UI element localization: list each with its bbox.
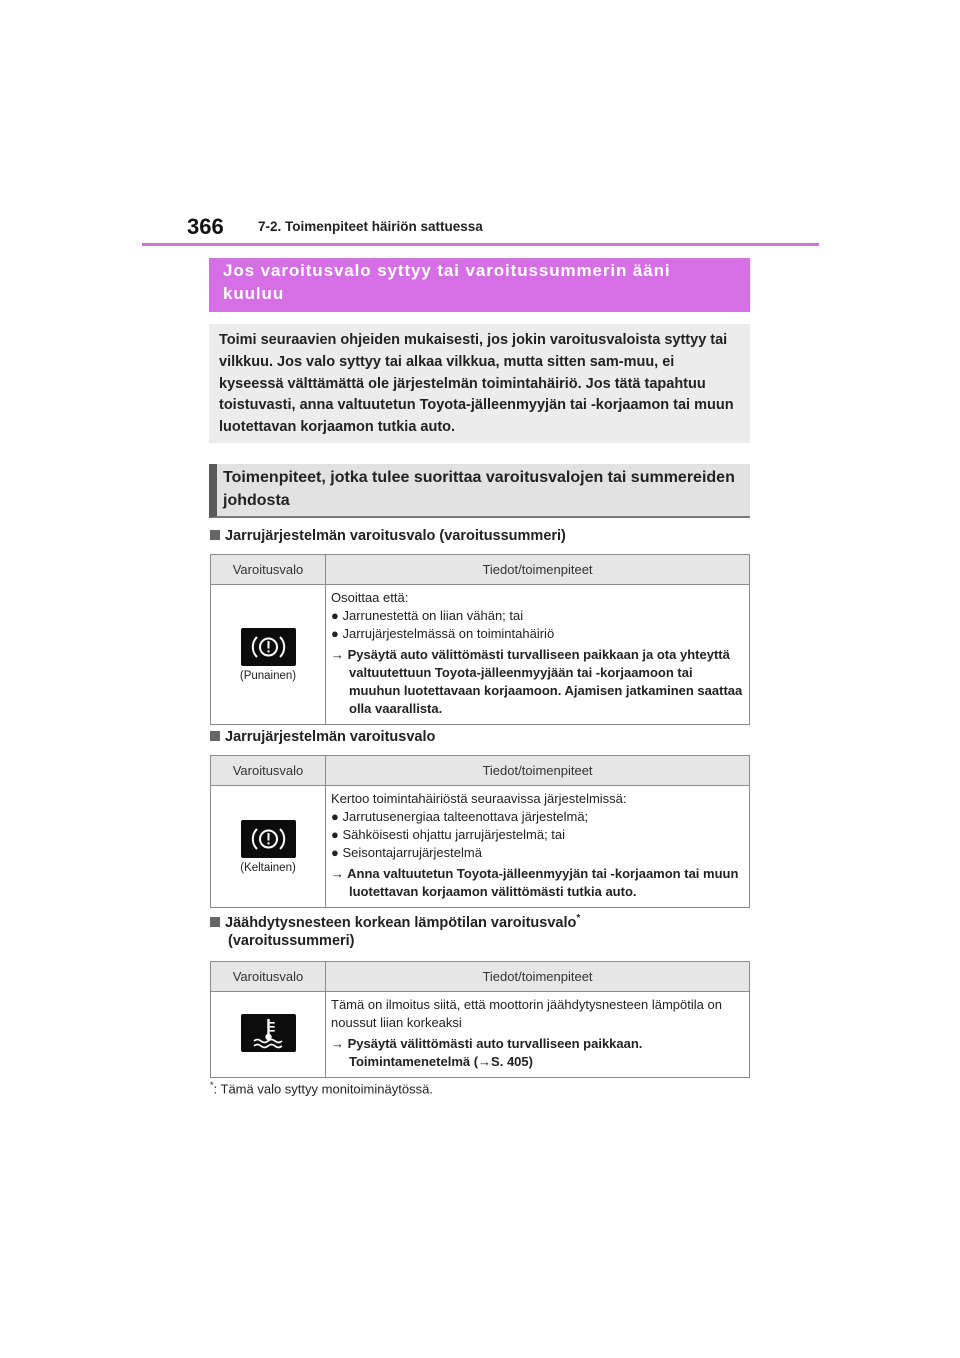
section-heading-coolant: Jäähdytysnesteen korkean lämpötilan varoitusvalo* — [210, 908, 580, 934]
lamp-cell — [211, 992, 326, 1078]
list-item: ● Sähköisesti ohjattu jarrujärjestelmä; tai — [331, 827, 566, 842]
list-item: ● Seisontajarrujärjestelmä — [331, 845, 482, 860]
column-header-light: Varoitusvalo — [211, 555, 326, 585]
column-header-light: Varoitusvalo — [211, 756, 326, 786]
info-lead: Tämä on ilmoitus siitä, että moottorin jäähdytysnesteen lämpötila on noussut liian korkeaksi — [331, 997, 722, 1030]
warning-table-coolant — [210, 961, 750, 1078]
footnote: *: Tämä valo syttyy monitoiminäytössä. — [210, 1080, 433, 1097]
action-text: → Pysäytä välittömästi auto turvalliseen paikkaan. Toimintamenetelmä (→S. 405) — [331, 1036, 643, 1069]
square-bullet-icon — [210, 917, 220, 927]
lamp-cell — [211, 786, 326, 908]
header-divider — [142, 243, 819, 246]
intro-box — [209, 324, 750, 443]
info-lead: Kertoo toimintahäiriöstä seuraavissa järjestelmissä: — [331, 791, 627, 806]
column-header-light: Varoitusvalo — [211, 962, 326, 992]
section-heading-brake: Jarrujärjestelmän varoitusvalo — [210, 726, 435, 748]
list-item: ● Jarrutusenergiaa talteenottava järjestelmä; — [331, 809, 589, 824]
action-text: → Pysäytä auto välittömästi turvalliseen paikkaan ja ota yhteyttä valtuutettuun Toyota-jälleenmyyjään tai -korjaamoon tai muuhun luotettavaan korjaamoon. Ajamisen jatkaminen saattaa olla vaarallista. — [331, 647, 743, 716]
lamp-cell — [211, 585, 326, 725]
square-bullet-icon — [210, 731, 220, 741]
action-text: → Anna valtuutetun Toyota-jälleenmyyjän tai -korjaamon tai muun luotettavan korjaamon välittömästi tutkia auto. — [331, 866, 739, 899]
brake-warning-icon — [241, 628, 296, 666]
coolant-temperature-icon — [241, 1014, 296, 1052]
section-title: 7-2. Toimenpiteet häiriön sattuessa — [258, 219, 483, 234]
column-header-info: Tiedot/toimenpiteet — [326, 555, 750, 585]
info-lead: Osoittaa että: — [331, 590, 409, 605]
chapter-banner-title: Jos varoitusvalo syttyy tai varoitussummerin ääni kuuluu — [223, 261, 671, 303]
lamp-color-label: (Punainen) — [239, 669, 297, 682]
page-number: 366 — [187, 214, 224, 239]
square-bullet-icon — [210, 530, 220, 540]
list-item: ● Jarrunestettä on liian vähän; tai — [331, 608, 524, 623]
list-item: ● Jarrujärjestelmässä on toimintahäiriö — [331, 626, 555, 641]
lamp-color-label: (Keltainen) — [240, 861, 296, 874]
intro-text: Toimi seuraavien ohjeiden mukaisesti, jos jokin varoitusvaloista syttyy tai vilkkuu. Jos valo syttyy tai alkaa vilkkua, mutta sitten sam-muu, ei kyseessä välttämättä ole järjestelmän toimintahäiriö. Jos tätä tapahtuu toistuvasti, anna valtuutetun Toyota-jälleenmyyjän tai -korjaamon tai muun luotettavan korjaamon tutkia auto. — [219, 332, 734, 436]
chapter-banner — [209, 258, 750, 312]
info-cell — [326, 992, 750, 1078]
info-cell — [326, 585, 750, 725]
warning-table-brake-yellow — [210, 755, 750, 908]
subheading-box — [209, 464, 750, 518]
brake-warning-icon — [241, 820, 296, 858]
section-heading-brake-buzzer: Jarrujärjestelmän varoitusvalo (varoitussummeri) — [210, 525, 566, 547]
column-header-info: Tiedot/toimenpiteet — [326, 962, 750, 992]
section-heading-coolant-line2: (varoitussummeri) — [228, 933, 355, 949]
warning-table-brake-red — [210, 554, 750, 725]
subheading-text: Toimenpiteet, jotka tulee suorittaa varoitusvalojen tai summereiden johdosta — [223, 469, 735, 509]
column-header-info: Tiedot/toimenpiteet — [326, 756, 750, 786]
info-cell — [326, 786, 750, 908]
